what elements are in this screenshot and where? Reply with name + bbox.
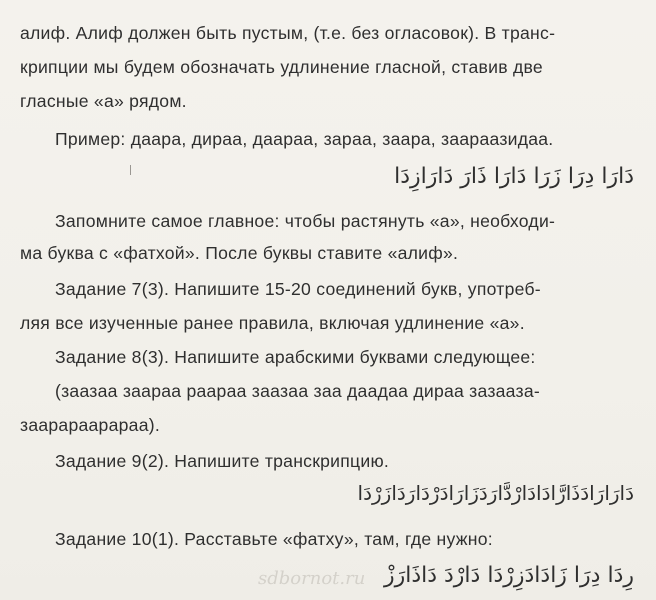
task-8-line-3: заарараарараа). bbox=[20, 415, 160, 435]
rule-line-2: ма буква с «фатхой». После буквы ставите «алиф». bbox=[20, 243, 459, 263]
arabic-task10-row: رِدَا دِرَا زَادَادَزِرْدَا دَارْدَ دَاذَارَزْ bbox=[383, 563, 634, 588]
example-line: Пример: даара, дираа, даараа, зараа, заара, заараазидаа. bbox=[55, 129, 554, 149]
text-line-2: крипции мы будем обозначать удлинение гласной, ставив две bbox=[20, 57, 543, 77]
site-watermark: sdbornot.ru bbox=[258, 568, 366, 589]
arabic-task9-row: دَارَارَادَذَارَّادَادَارْدَّارَدَزَارَادَرْدَارَدَازَرْدَا bbox=[357, 481, 634, 505]
scan-mark bbox=[130, 165, 131, 175]
arabic-example-row: دَارَا دِرَا زَرَا دَارَا ذَارَ دَارَازِدَا bbox=[394, 164, 634, 189]
task-7-line-1: Задание 7(3). Напишите 15-20 соединений букв, употреб- bbox=[55, 279, 541, 299]
task-8-line-2: (заазаа заараа раараа заазаа заа даадаа дираа зазааза- bbox=[55, 381, 540, 401]
rule-line-1: Запомните самое главное: чтобы растянуть «а», необходи- bbox=[55, 211, 556, 231]
task-8-line-1: Задание 8(3). Напишите арабскими буквами следующее: bbox=[55, 347, 536, 367]
task-10-line: Задание 10(1). Расставьте «фатху», там, где нужно: bbox=[55, 529, 493, 549]
text-line-1: алиф. Алиф должен быть пустым, (т.е. без огласовок). В транс- bbox=[20, 23, 556, 43]
task-7-line-2: ляя все изученные ранее правила, включая удлинение «а». bbox=[20, 313, 525, 333]
text-line-3: гласные «а» рядом. bbox=[20, 91, 187, 111]
task-9-line: Задание 9(2). Напишите транскрипцию. bbox=[55, 451, 390, 471]
